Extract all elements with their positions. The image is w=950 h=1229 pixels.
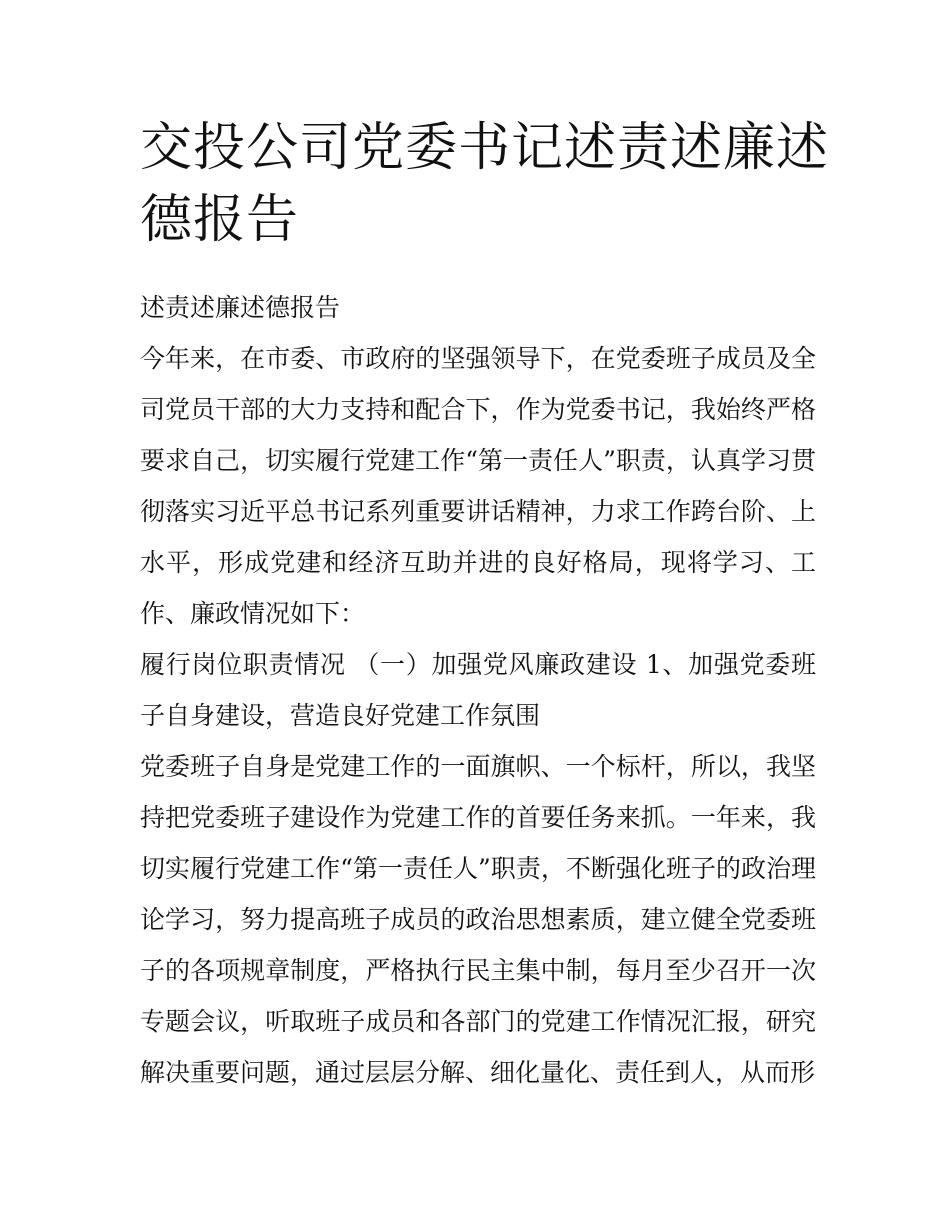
- document-body: [140, 282, 816, 1098]
- section-heading-paragraph: 履行岗位职责情况 （一）加强党风廉政建设 1、加强党委班子自身建设，营造良好党建工作氛围: [140, 650, 816, 730]
- document-title: 交投公司党委书记述责述廉述德报告: [140, 118, 830, 250]
- body-paragraph: 党委班子自身是党建工作的一面旗帜、一个标杆，所以，我坚持把党委班子建设作为党建工作的首要任务来抓。一年来，我切实履行党建工作“第一责任人”职责，不断强化班子的政治理论学习，努力提高班子成员的政治思想素质，建立健全党委班子的各项规章制度，严格执行民主集中制，每月至少召开一次专题会议，听取班子成员和各部门的党建工作情况汇报，研究解决重要问题，通过层层分解、细化量化、责任到人，从而形: [140, 752, 816, 1087]
- intro-paragraph: 今年来，在市委、市政府的坚强领导下，在党委班子成员及全司党员干部的大力支持和配合下，作为党委书记，我始终严格要求自己，切实履行党建工作“第一责任人”职责，认真学习贯彻落实习近平总书记系列重要讲话精神，力求工作跨台阶、上水平，形成党建和经济互助并进的良好格局，现将学习、工作、廉政情况如下：: [140, 344, 816, 628]
- subtitle-paragraph: 述责述廉述德报告: [140, 293, 341, 322]
